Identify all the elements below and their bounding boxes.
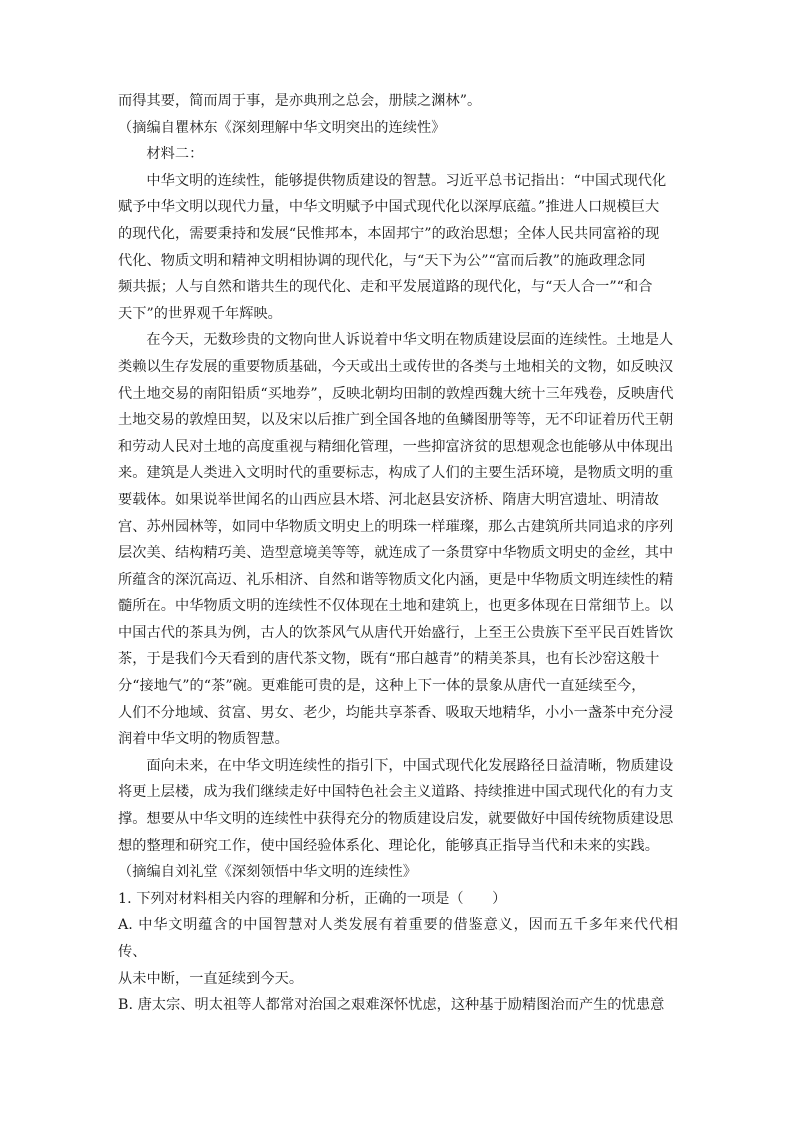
line: 人们不分地域、贫富、男女、老少，均能共享茶香、吸取天地精华，小小一盏茶中充分浸 — [118, 704, 674, 721]
line: 髓所在。中华物质文明的连续性不仅体现在土地和建筑上，也更多体现在日常细节上。以 — [118, 598, 674, 615]
paragraph-1 — [118, 168, 678, 328]
line: 层次美、结构精巧美、造型意境美等等，就连成了一条贯穿中华物质文明史的金丝，其中 — [118, 545, 674, 562]
line: 润着中华文明的物质智慧。 — [118, 731, 289, 748]
line: 天下”的世界观千年辉映。 — [118, 305, 282, 322]
line: 宫、苏州园林等，如同中华物质文明史上的明珠一样璀璨，那么古建筑所共同追求的序列 — [118, 518, 674, 535]
paragraph-3 — [118, 753, 678, 859]
material-2-heading: 材料二： — [146, 146, 204, 163]
line: 的现代化，需要秉持和发展“民惟邦本，本固邦宁”的政治思想；全体人民共同富裕的现 — [118, 225, 660, 242]
option-b[interactable] — [118, 992, 678, 1019]
option-a[interactable] — [118, 912, 678, 992]
option-b-line: B. 唐太宗、明太祖等人都常对治国之艰难深怀忧虑，这种基于励精图治而产生的忧患意 — [118, 997, 665, 1014]
line: 茶，于是我们今天看到的唐代茶文物，既有“邢白越青”的精美茶具，也有长沙窑这般十 — [118, 651, 660, 668]
line: 分“接地气”的“茶”碗。更难能可贵的是，这种上下一体的景象从唐代一直延续至今， — [118, 678, 646, 695]
line: 要载体。如果说举世闻名的山西应县木塔、河北赵县安济桥、隋唐大明宫遗址、明清故 — [118, 491, 660, 508]
line: 撑。想要从中华文明的连续性中获得充分的物质建设启发，就要做好中国传统物质建设思 — [118, 811, 674, 828]
line: 将更上层楼，成为我们继续走好中国特色社会主义道路、持续推进中国式现代化的有力支 — [118, 784, 674, 801]
line: 想的整理和研究工作，使中国经验体系化、理论化，能够真正指导当代和未来的实践。 — [118, 837, 660, 854]
option-a-line: 从未中断，一直延续到今天。 — [118, 970, 304, 987]
line: 中国古代的茶具为例，古人的饮茶风气从唐代开始盛行，上至王公贵族下至平民百姓皆饮 — [118, 624, 674, 641]
line: 面向未来，在中华文明连续性的指引下，中国式现代化发展路径日益清晰，物质建设 — [146, 757, 674, 774]
question-1 — [118, 886, 678, 1019]
line: 频共振；人与自然和谐共生的现代化、走和平发展道路的现代化，与“天人合一”“和合 — [118, 279, 653, 296]
line: 赋予中华文明以现代力量，中华文明赋予中国式现代化以深厚底蕴。”推进人口规模巨大 — [118, 199, 660, 216]
material-2-body — [118, 168, 678, 859]
option-a-line: A. 中华文明蕴含的中国智慧对人类发展有着重要的借鉴意义，因而五千多年来代代相传、 — [118, 917, 678, 960]
line: 在今天，无数珍贵的文物向世人诉说着中华文明在物质建设层面的连续性。土地是人 — [146, 332, 674, 349]
line: 代化、物质文明和精神文明相协调的现代化，与“天下为公”“富而后教”的施政理念同 — [118, 252, 646, 269]
document-page — [118, 88, 678, 1019]
line: 中华文明的连续性，能够提供物质建设的智慧。习近平总书记指出：“中国式现代化 — [146, 172, 667, 189]
line: 所蕴含的深沉高迈、礼乐相济、自然和谐等物质文化内涵，更是中华物质文明连续性的精 — [118, 571, 674, 588]
paragraph-2 — [118, 327, 678, 753]
source-citation-2: （摘编自刘礼堂《深刻领悟中华文明的连续性》 — [118, 864, 417, 881]
line: 来。建筑是人类进入文明时代的重要标志，构成了人们的主要生活环境，是物质文明的重 — [118, 465, 674, 482]
source-citation-1: （摘编自瞿林东《深刻理解中华文明突出的连续性》 — [118, 119, 446, 136]
line: 土地交易的敦煌田契，以及宋以后推广到全国各地的鱼鳞图册等等，无不印证着历代王朝 — [118, 412, 674, 429]
line: 和劳动人民对土地的高度重视与精细化管理，一些抑富济贫的思想观念也能够从中体现出 — [118, 438, 674, 455]
question-stem: 1. 下列对材料相关内容的理解和分析，正确的一项是（ ） — [118, 890, 507, 907]
intro-tail: 而得其要，简而周于事，是亦典刑之总会，册牍之渊林”。 — [118, 93, 482, 109]
line: 代土地交易的南阳铅质“买地券”，反映北朝均田制的敦煌西魏大统十三年残卷，反映唐代 — [118, 385, 674, 402]
line: 类赖以生存发展的重要物质基础，今天或出土或传世的各类与土地相关的文物，如反映汉 — [118, 358, 674, 375]
